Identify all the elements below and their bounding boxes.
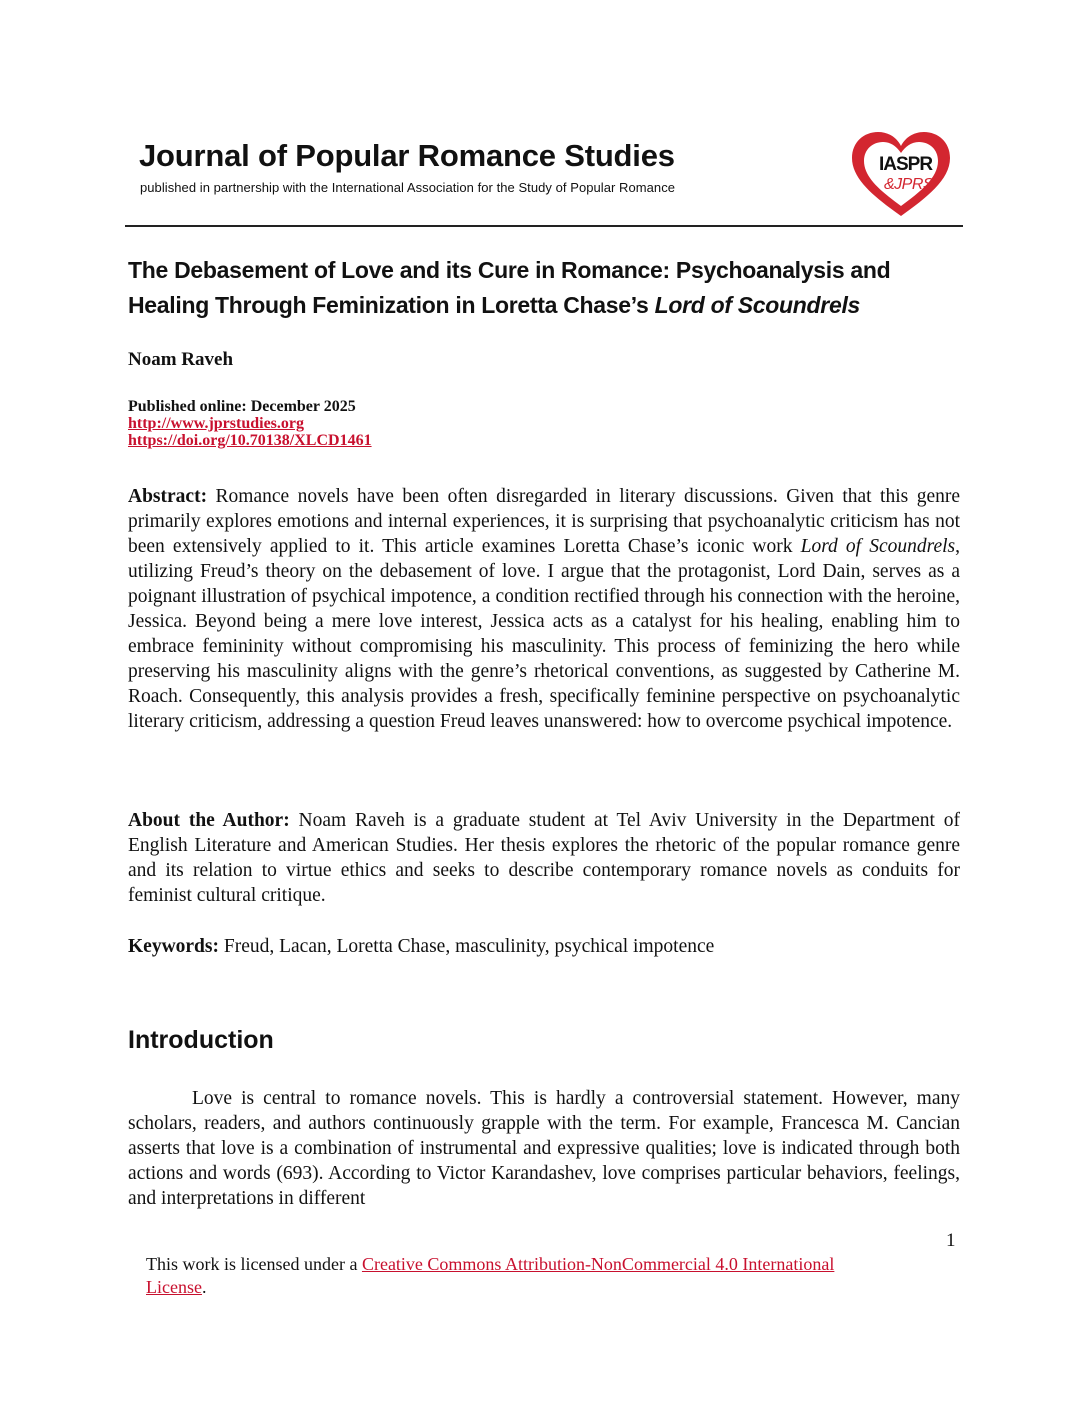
article-title-italic: Lord of Scoundrels	[654, 292, 861, 318]
journal-website-link[interactable]: http://www.jprstudies.org	[128, 415, 305, 432]
about-author-label: About the Author:	[128, 810, 290, 831]
license-notice: This work is licensed under a Creative Commons Attribution-NonCommercial 4.0 International License.	[146, 1254, 835, 1297]
doi-link[interactable]: https://doi.org/10.70138/XLCD1461	[128, 432, 372, 449]
article-title	[128, 253, 968, 323]
abstract-label: Abstract:	[128, 486, 208, 507]
keywords: Keywords: Freud, Lacan, Loretta Chase, masculinity, psychical impotence	[128, 936, 715, 957]
logo-text-jprs: &JPRS	[884, 176, 934, 193]
journal-subtitle: published in partnership with the International Association for the Study of Popular Romance	[140, 180, 676, 195]
license-link[interactable]: Creative Commons Attribution-NonCommercial 4.0 International License	[146, 1254, 835, 1297]
article-title-main: The Debasement of Love and its Cure in Romance: Psychoanalysis and Healing Through Feminization in Loretta Chase’s	[128, 257, 891, 318]
abstract: Abstract: Romance novels have been often disregarded in literary discussions. Given that this genre primarily explores emotions and internal experiences, it is surprising that psychoanalytic criticism has not been extensively applied to it. This article examines Loretta Chase’s iconic work Lord of Scoundrels, utilizing Freud’s theory on the debasement of love. I argue that the protagonist, Lord Dain, serves as a poignant illustration of psychical impotence, a condition rectified through his connection with the heroine, Jessica. Beyond being a mere love interest, Jessica acts as a catalyst for his healing, enabling him to embrace femininity without compromising his masculinity. This process of feminizing the hero while preserving his masculinity aligns with the genre’s rhetorical conventions, as suggested by Catherine M. Roach. Consequently, this analysis provides a fresh, specifically feminine perspective on psychoanalytic literary criticism, addressing a question Freud leaves unanswered: how to overcome psychical impotence.	[128, 486, 961, 732]
logo-text-iaspr: IASPR	[879, 154, 933, 175]
about-the-author: About the Author: Noam Raveh is a graduate student at Tel Aviv University in the Department of English Literature and American Studies. Her thesis explores the rhetoric of the popular romance genre and its relation to virtue ethics and seeks to describe contemporary romance novels as conduits for feminist cultural critique.	[128, 810, 960, 906]
published-date: Published online: December 2025	[128, 398, 356, 415]
section-heading-introduction: Introduction	[128, 1026, 274, 1054]
journal-title: Journal of Popular Romance Studies	[139, 138, 675, 173]
author-name: Noam Raveh	[128, 349, 234, 370]
publication-meta	[128, 398, 372, 449]
introduction-paragraph: Love is central to romance novels. This is hardly a controversial statement. However, many scholars, readers, and authors continuously grapple with the term. For example, Francesca M. Cancian asserts that love is a combination of instrumental and expressive qualities; love is indicated through both actions and words (693). According to Victor Karandashev, love comprises particular behaviors, feelings, and interpretations in different	[128, 1088, 960, 1209]
keywords-label: Keywords:	[128, 936, 219, 957]
page-number: 1	[946, 1230, 956, 1251]
header-divider	[125, 225, 963, 227]
